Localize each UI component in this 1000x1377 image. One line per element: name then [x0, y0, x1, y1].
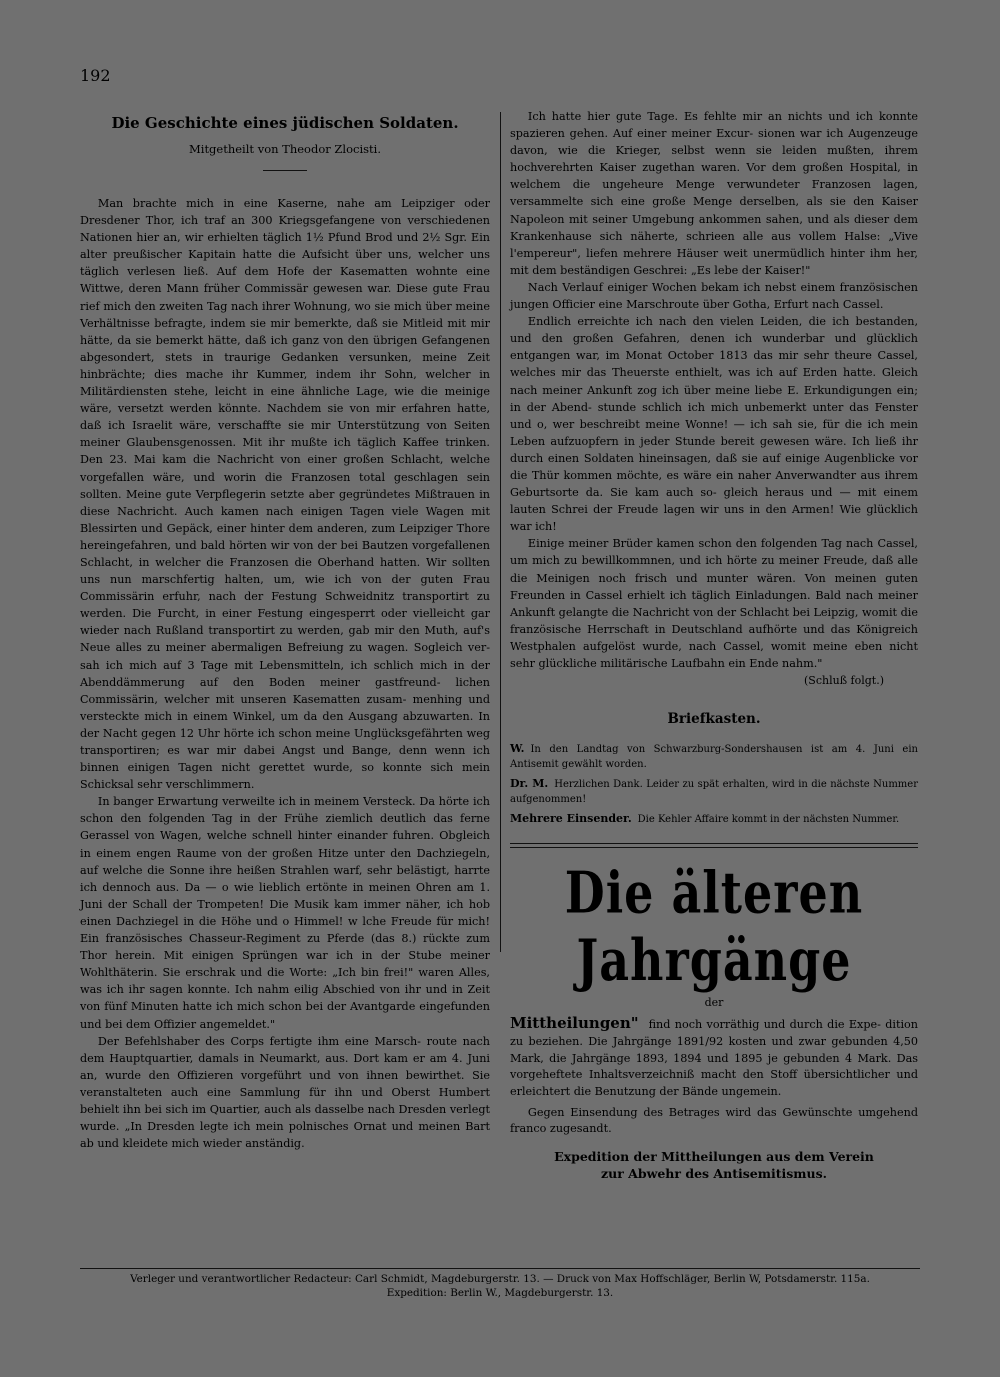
- letter-item: [510, 776, 918, 807]
- letter-text: Herzlichen Dank. Leider zu spät erhalten, wird in die nächste Nummer aufgenommen!: [510, 779, 918, 806]
- ad-body-text: find noch vorräthig und durch die Expe- dition zu beziehen. Die Jahrgänge 1891/92 kosten und zwar gebunden 4,50 Mark, die Jahrgänge 1893, 1894 und 1895 je gebunden 4 Mark. Das vorgeheftete Inhaltsverzeichniß macht den Stoff übersichtlicher und erleichtert die Benutzung der Bände ungemein.: [510, 1018, 918, 1098]
- footer-expedition: Expedition: Berlin W., Magdeburgerstr. 13.: [386, 1287, 614, 1299]
- ad-headline: Die älteren Jahrgänge: [564, 858, 864, 994]
- right-column: [510, 108, 918, 1182]
- article-byline: Mitgetheilt von Theodor Zlocisti.: [188, 142, 381, 156]
- title-divider: [263, 170, 307, 171]
- ad-signature-line: Expedition der Mittheilungen aus dem Verein: [554, 1149, 874, 1165]
- letter-recipient: W.: [510, 742, 525, 756]
- page-number: 192: [80, 66, 111, 85]
- column-divider: [500, 112, 501, 952]
- ad-body: [510, 1015, 918, 1101]
- letter-item: [510, 811, 918, 827]
- letter-recipient: Mehrere Einsender.: [510, 812, 632, 826]
- ad-signature-line: zur Abwehr des Antisemitismus.: [601, 1166, 827, 1182]
- briefkasten-title: Briefkasten.: [667, 711, 761, 728]
- article-closing: (Schluß folgt.): [804, 674, 884, 688]
- article-paragraph: Nach Verlauf einiger Wochen bekam ich nebst einem französischen jungen Officier eine Marschroute über Gotha, Erfurt nach Cassel.: [510, 280, 918, 312]
- article-paragraph: Endlich erreichte ich nach den vielen Leiden, die ich bestanden, und den großen Gefahren, denen ich wunderbar und glücklich entgangen war, im Monat October 1813 das mir sehr theure Cassel, welches mir das Theuerste enthielt, was ich auf Erden hatte. Gleich nach meiner Ankunft zog ich über meine liebe E. Erkundigungen ein; in der Abend- stunde schlich ich mich unbemerkt unter das Fenster und o, wer beschreibt meine Wonne! — ich sah sie, für die ich mein Leben aufzuopfern in jeder Stunde bereit gewesen wäre. Ich ließ ihr durch einen Soldaten hineinsagen, daß sie auf einige Augenblicke vor die Thür kommen möchte, es wäre ein naher Anverwandter aus ihrem Geburtsorte da. Sie kam auch so- gleich heraus und — mit einem lauten Schrei der Freude lagen wir uns in den Armen! Wie glücklich war ich!: [510, 315, 918, 534]
- letter-text: In den Landtag von Schwarzburg-Sondershausen ist am 4. Juni ein Antisemit gewählt worden.: [510, 744, 918, 771]
- ad-publication-name: Mittheilungen": [510, 1014, 639, 1033]
- letter-text: Die Kehler Affaire kommt in der nächsten Nummer.: [637, 814, 900, 826]
- article-paragraph: Man brachte mich in eine Kaserne, nahe am Leipziger oder Dresdener Thor, ich traf an 300 Kriegsgefangene von verschiedenen Nationen hier an, wir erhielten täglich 1½ Pfund Brod und 2½ Sgr. Ein alter preußischer Kapitain hatte die Aufsicht über uns, welcher uns täglich verlesen ließ. Auf dem Hofe der Kasematten wohnte eine Wittwe, deren Mann früher Commissär gewesen war. Diese gute Frau rief mich den zweiten Tag nach ihrer Wohnung, wo sie mich über meine Verhältnisse befragte, indem sie mir bemerkte, daß sie Mitleid mit mir hätte, da sie bemerkt hätte, daß ich ganz von den übrigen Gefangenen abgesondert, stets in traurige Gedanken versunken, meine Zeit hinbrächte; dies mache ihr Kummer, indem ihr Sohn, welcher in Militärdiensten stehe, leicht in eine ähnliche Lage, wie die meinige wäre, versetzt werden könnte. Nachdem sie von mir erfahren hatte, daß ich Israelit wäre, verschaffte sie mir Unterstützung von Seiten meiner Glaubensgenossen. Mit ihr mußte ich täglich Kaffee trinken. Den 23. Mai kam die Nachricht von einer großen Schlacht, welche vorgefallen wäre, und worin die Franzosen total geschlagen sein sollten. Meine gute Verpflegerin setzte aber gegründetes Mißtrauen in diese Nachricht. Auch kamen nach einigen Tagen viele Wagen mit Blessirten und Gepäck, einer hinter dem anderen, zum Leipziger Thore hereingefahren, und bald hörten wir von der bei Bautzen vorgefallenen Schlacht, in welcher die Franzosen die Oberhand hatten. Wir sollten uns nun marschfertig halten, um, wie ich von der guten Frau Commissärin erfuhr, nach der Festung Schweidnitz transportirt zu werden. Die Furcht, in einer Festung eingesperrt oder vielleicht gar wieder nach Rußland transportirt zu werden, gab mir den Muth, auf's Neue alles zu meiner abermaligen Befreiung zu wagen. Sogleich ver- sah ich mich auf 3 Tage mit Lebensmitteln, ich schlich mich in der Abenddämmerung auf den Boden meiner gastfreund- lichen Commissärin, welcher mit unseren Kasematten zusam- menhing und versteckte mich in einem Winkel, um da den Ausgang abzuwarten. In der Nacht gegen 12 Uhr hörte ich schon meine Unglücksgefährten weg transportiren; es war mir dabei Angst und Bange, denn wenn ich binnen einigen Tagen nicht gerettet wurde, so konnte sich mein Schicksal sehr verschlimmern.: [80, 197, 490, 792]
- ad-signature: [510, 1148, 918, 1182]
- section-divider: [510, 843, 918, 848]
- article-title: Die Geschichte eines jüdischen Soldaten.: [111, 114, 459, 132]
- article-paragraph: Der Befehlshaber des Corps fertigte ihm eine Marsch- route nach dem Hauptquartier, damals in Neumarkt, aus. Dort kam er am 4. Juni an, wurde den Offizieren vorgeführt und von ihnen bewirthet. Sie veranstalteten auch eine Sammlung für ihn und Oberst Humbert behielt ihn bei sich im Quartier, auch als dasselbe nach Dresden verlegt wurde. „In Dresden legte ich mein polnisches Ornat und meinen Bart ab und kleidete mich wieder anständig.: [80, 1034, 490, 1151]
- footer-publisher: Verleger und verantwortlicher Redacteur: Carl Schmidt, Magdeburgerstr. 13. — Druck von Max Hoffschläger, Berlin W, Potsdamerstr. 115a.: [130, 1273, 870, 1285]
- footer: [80, 1272, 920, 1300]
- footer-divider: [80, 1268, 920, 1269]
- article-paragraph: Einige meiner Brüder kamen schon den folgenden Tag nach Cassel, um mich zu bewillkommnen, und ich hörte zu meiner Freude, daß alle die Meinigen noch frisch und munter wären. Von meinen guten Freunden in Cassel erhielt ich täglich Einladungen. Bald nach meiner Ankunft gelangte die Nachricht von der Schlacht bei Leipzig, womit die französische Herrschaft in Deutschland aufhörte und das Königreich Westphalen aufgelöst wurde, nach Cassel, womit meine eben nicht sehr glückliche militärische Laufbahn ein Ende nahm.": [510, 537, 918, 670]
- ad-body-2: Gegen Einsendung des Betrages wird das Gewünschte umgehend franco zugesandt.: [510, 1105, 918, 1136]
- letter-item: [510, 741, 918, 772]
- article-paragraph: Ich hatte hier gute Tage. Es fehlte mir an nichts und ich konnte spazieren gehen. Auf einer meiner Excur- sionen war ich Augenzeuge davon, wie die Krieger, selbst wenn sie leiden mußten, ihrem hochverehrten Kaiser zugethan waren. Vor dem großen Hospital, in welchem die ungeheure Menge verwundeter Franzosen lagen, versammelte sich eine große Menge derselben, als sie den Kaiser Napoleon mit seiner Umgebung ankommen sahen, und als dieser dem Krankenhause sich näherte, schrieen alle aus vollem Halse: „Vive l'empereur", liefen mehrere Häuser weit unermüdlich hinter ihm her, mit dem beständigen Geschrei: „Es lebe der Kaiser!": [510, 110, 918, 277]
- advertisement: [510, 858, 918, 1182]
- article-paragraph: In banger Erwartung verweilte ich in meinem Versteck. Da hörte ich schon den folgenden Tag in der Frühe ziemlich deutlich das ferne Gerassel von Wagen, welche schnell hinter einander fuhren. Obgleich in einem engen Raume von der großen Hitze unter den Dachziegeln, auf welche die Sonne ihre heißen Strahlen warf, sehr belästigt, harrte ich dennoch aus. Da — o wie lieblich ertönte in meinen Ohren am 1. Juni der Schall der Trompeten! Die Musik kam immer näher, ich hob einen Dachziegel in die Höhe und o Himmel! w lche Freude für mich! Ein französisches Chasseur-Regiment zu Pferde (das 8.) rückte zum Thor herein. Mit einigen Sprüngen war ich in der Stube meiner Wohlthäterin. Sie erschrak und die Worte: „Ich bin frei!" waren Alles, was ich ihr sagen konnte. Ich nahm eilig Abschied von ihr und in Zeit von fünf Minuten hatte ich mich schon bei der Avantgarde eingefunden und bei dem Offizier angemeldet.": [80, 795, 490, 1031]
- left-column: [80, 108, 490, 1152]
- letter-recipient: Dr. M.: [510, 777, 549, 791]
- ad-der: der: [704, 996, 724, 1010]
- briefkasten-section: [510, 711, 918, 827]
